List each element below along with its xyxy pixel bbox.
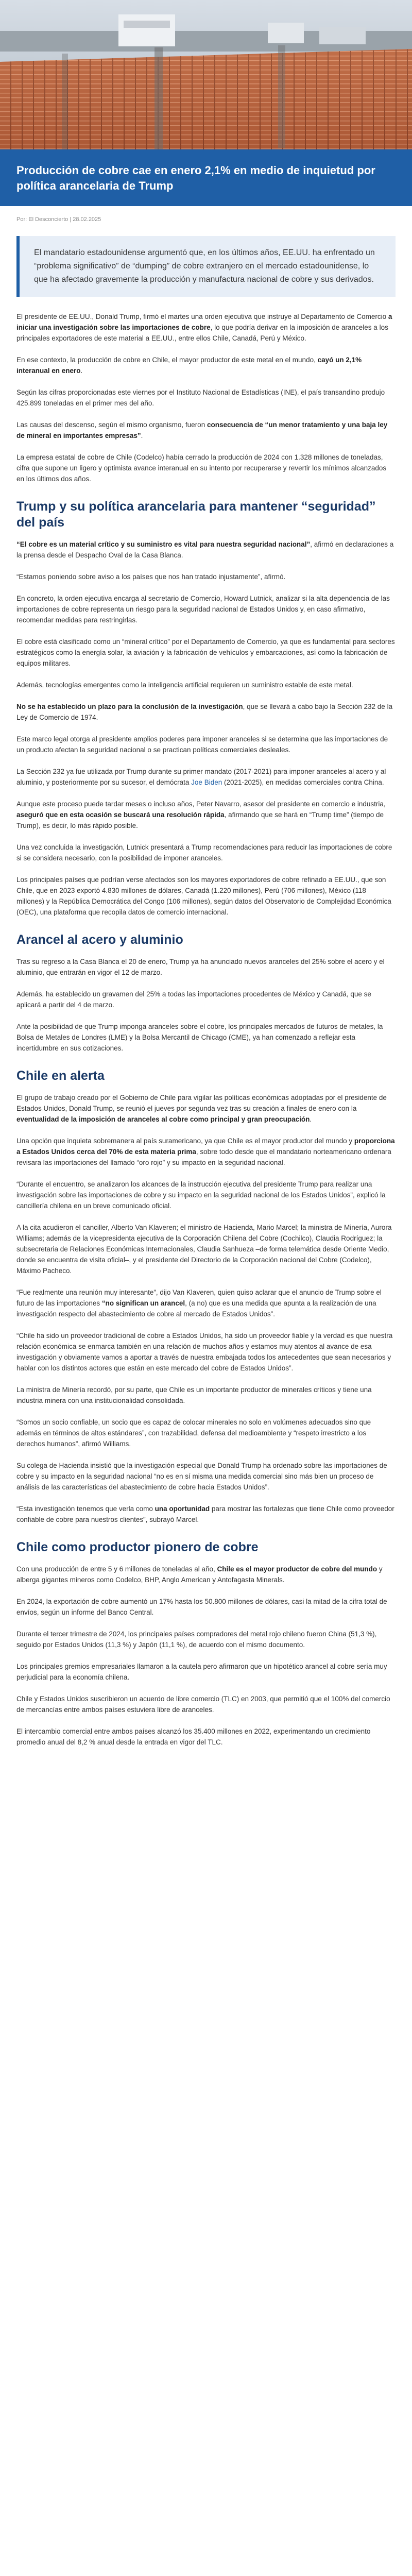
article-paragraph — [16, 1021, 396, 1054]
article-byline: Por: El Desconcierto | 28.02.2025 — [16, 216, 101, 223]
paragraph-text: . — [141, 432, 143, 439]
article-paragraph — [16, 1629, 396, 1650]
bold-text: consecuencia de “un menor tratamiento y una baja ley de mineral en importantes empresas” — [16, 421, 388, 439]
bold-text: No se ha establecido un plazo para la conclusión de la investigación — [16, 703, 243, 710]
paragraph-text: , (a no) que es una medida que apunta a la realización de una investigación respecto del abastecimiento de cobre al mercado de Estados Unidos”. — [16, 1299, 376, 1318]
paragraph-text: En ese contexto, la producción de cobre en Chile, el mayor productor de este metal en el mundo, — [16, 356, 318, 364]
article-lead-summary: El mandatario estadounidense argumentó que, en los últimos años, EE.UU. ha enfrentado un “problema significativo” de “dumping” de cobre extranjero en el mercado estadounidense, lo que ha afectado gravemente la producción y manufactura nacional de cobre y sus derivados. — [16, 236, 396, 297]
paragraph-text: , afirmando que se hará en “Trump time” (tiempo de Trump), es decir, lo más rápido posible. — [16, 811, 384, 829]
article-paragraph — [16, 874, 396, 918]
article-paragraph — [16, 1092, 396, 1125]
article-paragraph — [16, 1222, 396, 1276]
paragraph-text: , sobre todo desde que el mandatario norteamericano ordenara revisara las importaciones del llamado “oro rojo” y su impacto en la seguridad nacional. — [16, 1148, 391, 1166]
paragraph-text: Los principales países que podrían verse afectados son los mayores exportadores de cobre refinado a EE.UU., que son Chile, que en 2023 exportó 4.830 millones de dólares, Canadá (1.220 millones), Perú (706 millones), México (118 millones) y la República Democrática del Congo (106 millones), según datos del Observatorio de Complejidad Económica (OEC), una plataforma que recopila datos de comercio internacional. — [16, 876, 391, 916]
article-paragraph — [16, 1417, 396, 1449]
article-paragraph — [16, 1726, 396, 1748]
headline-band — [0, 149, 412, 206]
paragraph-text: La Sección 232 ya fue utilizada por Trump durante su primer mandato (2017-2021) para imponer aranceles al acero y al aluminio, y posteriormente por su sucesor, el demócrata — [16, 768, 386, 786]
bold-text: aseguró que en esta ocasión se buscará una resolución rápida — [16, 811, 225, 819]
bold-text: “no significan un arancel — [101, 1299, 185, 1307]
article-paragraph — [16, 989, 396, 1010]
paragraph-text: y alberga gigantes mineros como Codelco, BHP, Anglo American y Antofagasta Minerals. — [16, 1565, 383, 1584]
paragraph-text: Según las cifras proporcionadas este viernes por el Instituto Nacional de Estadísticas (INE), el país transandino produjo 425.899 toneladas en el primer mes del año. — [16, 388, 385, 407]
article-paragraph — [16, 1179, 396, 1211]
paragraph-text: A la cita acudieron el canciller, Alberto Van Klaveren; el ministro de Hacienda, Mario Marcel; la ministra de Minería, Aurora Williams; además de la vicepresidenta ejecutiva de la Corporación Chilena del Cobre (Cochilco), Claudia Rodríguez; la subsecretaria de Relaciones Económicas Internacionales, Claudia Sanhueza –de forma telemática desde Oriente Medio, donde se encuentra de visita oficial–, y el presidente del Directorio de la Corporación nacional del Cobre (Codelco), Máximo Pacheco. — [16, 1224, 392, 1275]
section-heading: Chile como productor pionero de cobre — [16, 1540, 259, 1554]
paragraph-text: (2021-2025), en medidas comerciales contra China. — [222, 778, 384, 786]
paragraph-text: . — [80, 367, 83, 375]
paragraph-text: Una vez concluida la investigación, Lutnick presentará a Trump recomendaciones para reducir las importaciones de cobre si se considera necesario, con la posibilidad de imponer aranceles. — [16, 843, 392, 862]
bold-text: proporciona a Estados Unidos cerca del 70% de esta materia prima — [16, 1137, 395, 1156]
paragraph-text: Durante el tercer trimestre de 2024, los principales países compradores del metal rojo chileno fueron China (51,3 %), seguido por Estados Unidos (11,3 %) y Japón (11,1 %), de acuerdo con el mismo documento. — [16, 1630, 377, 1649]
paragraph-text: , afirmó en declaraciones a la prensa desde el Despacho Oval de la Casa Blanca. — [16, 540, 394, 559]
section-heading: Trump y su política arancelaria para mantener “seguridad” del país — [16, 499, 376, 530]
paragraph-text: Con una producción de entre 5 y 6 millones de toneladas al año, — [16, 1565, 217, 1573]
paragraph-text: Chile y Estados Unidos suscribieron un acuerdo de libre comercio (TLC) en 2003, que permitió que el 100% del comercio de mercancías entre ambos países estuviera libre de aranceles. — [16, 1695, 390, 1714]
article-paragraph — [16, 419, 396, 441]
article-paragraph — [16, 571, 396, 582]
paragraph-text: Una opción que inquieta sobremanera al país suramericano, ya que Chile es el mayor productor del mundo y — [16, 1137, 354, 1145]
paragraph-text: En 2024, la exportación de cobre aumentó un 17% hasta los 50.800 millones de dólares, casi la mitad de la cifra total de envíos, según un informe del Banco Central. — [16, 1598, 387, 1616]
article-body — [0, 311, 412, 1779]
article-paragraph — [16, 1330, 396, 1374]
paragraph-text: La ministra de Minería recordó, por su parte, que Chile es un importante productor de minerales críticos y tiene una industria minera con una institucionalidad consolidada. — [16, 1386, 372, 1404]
paragraph-text: para mostrar las fortalezas que tiene Chile como proveedor confiable de cobre para nuestros clientes”, subrayó Marcel. — [16, 1505, 394, 1523]
paragraph-text: El presidente de EE.UU., Donald Trump, firmó el martes una orden ejecutiva que instruye al Departamento de Comercio — [16, 313, 388, 320]
article-paragraph — [16, 799, 396, 831]
paragraph-text: Los principales gremios empresariales llamaron a la cautela pero afirmaron que un hipotético arancel al cobre sería muy perjudicial para la economía chilena. — [16, 1663, 387, 1681]
article-paragraph — [16, 1287, 396, 1319]
article-paragraph — [16, 842, 396, 863]
paragraph-text: , lo que podría derivar en la imposición de aranceles a los principales exportadores de este material a EE.UU., entre ellos Chile, Canadá, Perú y México. — [16, 324, 388, 342]
paragraph-text: “Somos un socio confiable, un socio que es capaz de colocar minerales no solo en volúmenes adecuados sino que además en términos de altos estándares”, con trazabilidad, defensa del medioambiente y “respeto irrestricto a los derechos humanos”, afirmó Williams. — [16, 1418, 371, 1448]
article-paragraph — [16, 539, 396, 561]
paragraph-text: La empresa estatal de cobre de Chile (Codelco) había cerrado la producción de 2024 con 1.328 millones de toneladas, cifra que supone un ligero y optimista avance interanual en su intento por recuperarse y revertir los mínimos alcanzados en los últimos dos años. — [16, 453, 387, 483]
bold-text: cayó un 2,1% interanual en enero — [16, 356, 362, 375]
article-paragraph — [16, 311, 396, 344]
hero-image — [0, 0, 412, 149]
paragraph-text: , que se llevará a cabo bajo la Sección 232 de la Ley de Comercio de 1974. — [16, 703, 393, 721]
paragraph-text: “Fue realmente una reunión muy interesante”, dijo Van Klaveren, quien quiso aclarar que el anuncio de Trump sobre el futuro de las importaciones — [16, 1289, 382, 1307]
bold-text: “El cobre es un material crítico y su suministro es vital para nuestra seguridad nacional” — [16, 540, 311, 548]
paragraph-text: Su colega de Hacienda insistió que la investigación especial que Donald Trump ha ordenado sobre las importaciones de cobre y su impacto en la seguridad nacional “no es en sí misma una medida comercial sino más bien un proceso de análisis de las características del abastecimiento de cobre hacia Estados Unidos”. — [16, 1462, 387, 1491]
paragraph-text: “Estamos poniendo sobre aviso a los países que nos han tratado injustamente”, afirmó. — [16, 573, 286, 581]
article-paragraph — [16, 354, 396, 376]
paragraph-text: . — [310, 1115, 312, 1123]
article-paragraph — [16, 452, 396, 484]
article-paragraph — [16, 1136, 396, 1168]
article-paragraph — [16, 1596, 396, 1618]
paragraph-text: Las causas del descenso, según el mismo organismo, fueron — [16, 421, 207, 429]
article-paragraph — [16, 766, 396, 788]
bold-text: eventualidad de la imposición de aranceles al cobre como principal y gran preocupación — [16, 1115, 310, 1123]
paragraph-text: “Esta investigación tenemos que verla como — [16, 1505, 155, 1513]
article-paragraph — [16, 1503, 396, 1525]
bold-text: a iniciar una investigación sobre las importaciones de cobre — [16, 313, 392, 331]
section-heading: Chile en alerta — [16, 1069, 105, 1083]
bold-text: una oportunidad — [154, 1505, 210, 1513]
paragraph-text: En concreto, la orden ejecutiva encarga al secretario de Comercio, Howard Lutnick, analizar si la alta dependencia de las importaciones de cobre representa un riesgo para la seguridad nacional de Estados Unidos y, en caso afirmativo, recomendar medidas para restringirlas. — [16, 595, 390, 624]
bold-text: Chile es el mayor productor de cobre del mundo — [217, 1565, 377, 1573]
inline-link[interactable]: Joe Biden — [191, 778, 222, 786]
paragraph-text: Además, ha establecido un gravamen del 25% a todas las importaciones procedentes de México y Canadá, que se aplicará a partir del 4 de marzo. — [16, 990, 371, 1009]
paragraph-text: El cobre está clasificado como un “mineral crítico” por el Departamento de Comercio, ya que es fundamental para sectores estratégicos como la energía solar, la aviación y la fabricación de vehículos y embarcaciones, así como la fabricación de equipos militares. — [16, 638, 395, 667]
paragraph-text: El intercambio comercial entre ambos países alcanzó los 35.400 millones en 2022, experimentando un crecimiento promedio anual del 8,2 % anual desde la entrada en vigor del TLC. — [16, 1727, 371, 1746]
article-paragraph — [16, 956, 396, 978]
paragraph-text: Ante la posibilidad de que Trump imponga aranceles sobre el cobre, los principales mercados de futuros de metales, la Bolsa de Metales de Londres (LME) y la Bolsa Mercantil de Chicago (CME), ya han comenzado a reflejar esta incertidumbre en sus cotizaciones. — [16, 1023, 383, 1052]
article-paragraph — [16, 1460, 396, 1493]
article-paragraph — [16, 636, 396, 669]
paragraph-text: Además, tecnologías emergentes como la inteligencia artificial requieren un suministro estable de este metal. — [16, 681, 353, 689]
paragraph-text: El grupo de trabajo creado por el Gobierno de Chile para vigilar las políticas económicas adoptadas por el presidente de Estados Unidos, Donald Trump, se reunió el jueves por segunda vez tras su creación a finales de enero con la — [16, 1094, 387, 1112]
article-paragraph — [16, 593, 396, 625]
paragraph-text: “Durante el encuentro, se analizaron los alcances de la instrucción ejecutiva del presidente Trump para realizar una investigación sobre las importaciones de cobre y su impacto en la seguridad nacional de los Estados Unidos”, explicó la cancillería chilena en un breve comunicado oficial. — [16, 1180, 386, 1210]
article-paragraph — [16, 1384, 396, 1406]
article-title: Producción de cobre cae en enero 2,1% en medio de inquietud por política arancelaria de Trump — [16, 164, 375, 192]
article-paragraph — [16, 387, 396, 409]
paragraph-text: “Chile ha sido un proveedor tradicional de cobre a Estados Unidos, ha sido un proveedor fiable y la verdad es que nuestra relación económica se enmarca también en una relación de muchos años y estamos muy atentos al avance de esa investigación y obviamente vamos a aportar a través de nuestra embajada todos los antecedentes que sean necesarios y hablar con los distintos actores que están en este mercado del cobre de Estados Unidos”. — [16, 1332, 393, 1372]
article-paragraph — [16, 1693, 396, 1715]
article-paragraph — [16, 701, 396, 723]
article-paragraph — [16, 1564, 396, 1585]
paragraph-text: Este marco legal otorga al presidente amplios poderes para imponer aranceles si se determina que las importaciones de un producto afectan la seguridad nacional o se practican políticas comerciales desleales. — [16, 735, 388, 754]
article-paragraph — [16, 734, 396, 755]
copper-cathode-stacks-photo — [0, 0, 412, 149]
paragraph-text: Tras su regreso a la Casa Blanca el 20 de enero, Trump ya ha anunciado nuevos aranceles del 25% sobre el acero y el aluminio, que entrarán en vigor el 12 de marzo. — [16, 958, 385, 976]
article-paragraph — [16, 1661, 396, 1683]
paragraph-text: Aunque este proceso puede tardar meses o incluso años, Peter Navarro, asesor del presidente en comercio e industria, — [16, 800, 386, 808]
section-heading: Arancel al acero y aluminio — [16, 933, 183, 947]
article-paragraph — [16, 680, 396, 690]
